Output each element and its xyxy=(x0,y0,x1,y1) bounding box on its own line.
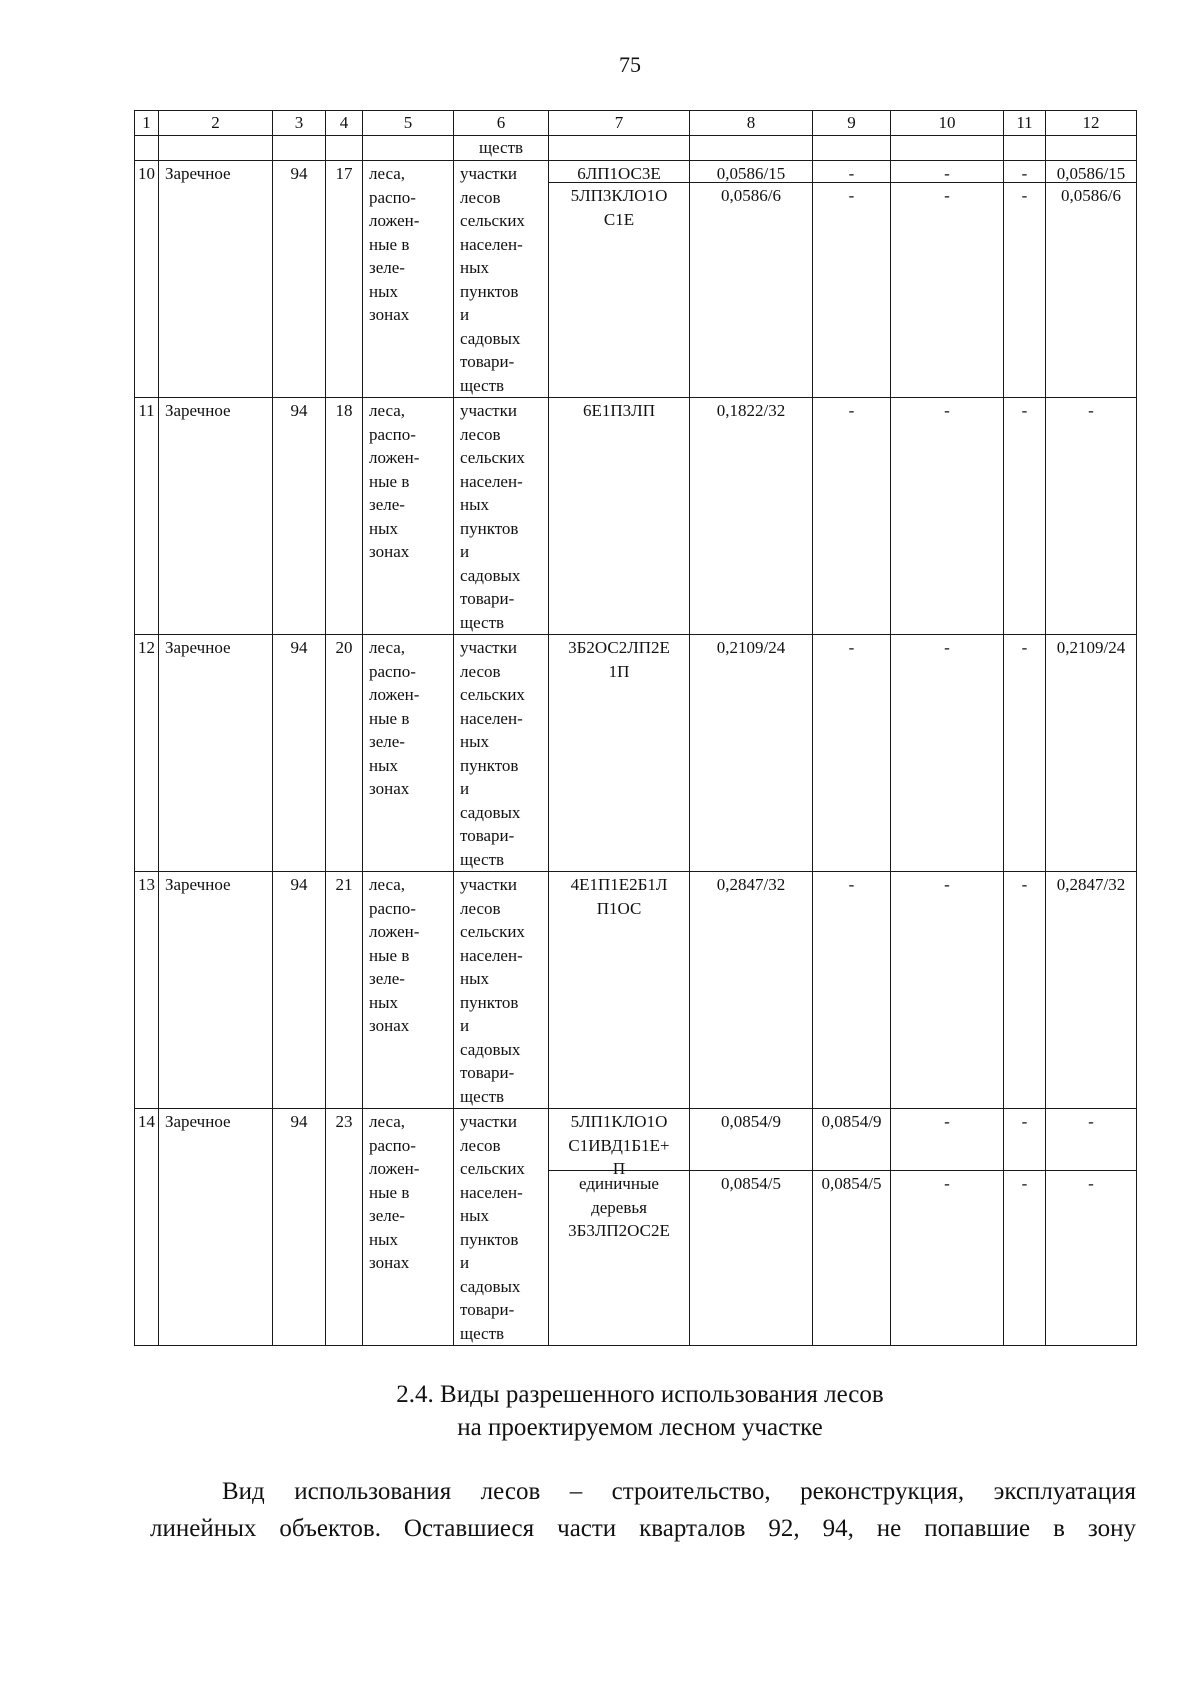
category-line: ложен- xyxy=(369,685,420,704)
body-line: линейных объектов. Оставшиеся части кварталов 92, 94, не попавшие в зону xyxy=(150,1515,1136,1542)
type-line: пунктов xyxy=(460,518,519,538)
composition-line: 6Е1П3ЛП xyxy=(583,401,655,420)
value-text: - xyxy=(848,875,855,894)
composition-line: П1ОС xyxy=(596,898,642,918)
area-cell xyxy=(690,1109,813,1346)
type-line: пунктов xyxy=(460,992,519,1012)
composition-cell xyxy=(549,872,690,1109)
value-cell-9 xyxy=(813,872,891,1109)
type-line: участки xyxy=(460,875,517,894)
value-text: 0,2109/24 xyxy=(1056,638,1126,657)
subrow-part xyxy=(690,1171,812,1196)
forest-category-cell xyxy=(363,635,454,872)
empty-cell xyxy=(159,136,273,161)
category-line: зонах xyxy=(369,1253,410,1272)
row-number-cell: 13 xyxy=(135,872,159,1109)
type-line: товари- xyxy=(460,1063,515,1082)
forest-category-cell xyxy=(363,872,454,1109)
subrow-part xyxy=(549,1171,689,1243)
type-line: садовых xyxy=(460,802,521,822)
column-number-cell: 7 xyxy=(549,111,690,136)
type-line: сельских xyxy=(460,685,525,704)
composition-line: С1ИВД1Б1Е+ xyxy=(568,1135,670,1155)
value-cell-11 xyxy=(1004,872,1046,1109)
value-text: - xyxy=(944,1112,950,1131)
value-cell-11 xyxy=(1004,1109,1046,1346)
value-text: 0,2847/32 xyxy=(1056,875,1126,894)
value-cell-10 xyxy=(891,161,1004,398)
table-body xyxy=(135,111,1137,1346)
empty-cell xyxy=(363,136,454,161)
composition-cell xyxy=(549,635,690,872)
forest-type-cell xyxy=(454,1109,549,1346)
subrow-part xyxy=(1046,1109,1136,1171)
subrow-part xyxy=(690,183,812,208)
empty-cell xyxy=(549,136,690,161)
type-line: садовых xyxy=(460,1039,521,1059)
value-text: 0,0586/6 xyxy=(1061,186,1121,205)
row-number-cell: 11 xyxy=(135,398,159,635)
column-number-cell: 12 xyxy=(1046,111,1137,136)
value-text: 0,0586/6 xyxy=(721,186,781,205)
type-line: населен- xyxy=(460,708,523,728)
subrow-part xyxy=(1046,1171,1136,1196)
column-number-cell: 10 xyxy=(891,111,1004,136)
type-line: населен- xyxy=(460,945,523,965)
value-cell-10 xyxy=(891,1109,1004,1346)
category-line: распо- xyxy=(369,661,416,681)
table-row xyxy=(135,635,1137,872)
type-line: населен- xyxy=(460,234,523,254)
forest-category-cell xyxy=(363,398,454,635)
type-line: лесов xyxy=(460,898,501,918)
category-line: ложен- xyxy=(369,1159,420,1178)
category-line: ложен- xyxy=(369,448,420,467)
subrow-part xyxy=(549,183,689,231)
subcompartment-cell: 21 xyxy=(326,872,363,1109)
subrow-part xyxy=(813,183,890,208)
category-line: ные в xyxy=(369,708,410,728)
type-line: ществ xyxy=(460,1323,505,1343)
type-line: участки xyxy=(460,164,517,183)
category-line: ные в xyxy=(369,234,410,254)
subrow-part xyxy=(891,1171,1003,1196)
type-line: населен- xyxy=(460,471,523,491)
composition-line: П xyxy=(612,1159,626,1178)
composition-cell xyxy=(549,398,690,635)
type-line: садовых xyxy=(460,1276,521,1296)
column-number-row xyxy=(135,111,1137,136)
category-line: ных xyxy=(369,1229,399,1249)
type-line: ных xyxy=(460,495,490,514)
value-text: - xyxy=(848,186,855,205)
category-line: распо- xyxy=(369,187,416,207)
forest-type-cell xyxy=(454,872,549,1109)
category-line: ных xyxy=(369,992,399,1012)
category-line: распо- xyxy=(369,1135,416,1155)
quarter-cell: 94 xyxy=(273,398,326,635)
forestry-name-cell: Заречное xyxy=(159,872,273,1109)
subrow-part xyxy=(1004,183,1045,208)
body-paragraph xyxy=(150,1473,1136,1547)
area-cell xyxy=(690,872,813,1109)
row-number-cell: 10 xyxy=(135,161,159,398)
value-text: - xyxy=(848,638,855,657)
value-text: - xyxy=(944,401,950,420)
row-number-cell: 12 xyxy=(135,635,159,872)
forest-category-cell xyxy=(363,1109,454,1346)
empty-cell xyxy=(813,136,891,161)
column-number-cell: 6 xyxy=(454,111,549,136)
category-line: ные в xyxy=(369,1182,410,1202)
category-line: зеле- xyxy=(369,732,405,751)
type-line: лесов xyxy=(460,424,501,444)
subrow-part xyxy=(891,161,1003,183)
value-cell-9 xyxy=(813,635,891,872)
forestry-name-cell: Заречное xyxy=(159,1109,273,1346)
body-line: Вид использования лесов – строительство, реконструкция, эксплуатация xyxy=(222,1478,1136,1505)
type-line: садовых xyxy=(460,565,521,585)
value-text: 0,1822/32 xyxy=(716,401,786,420)
type-line: лесов xyxy=(460,187,501,207)
forest-category-cell xyxy=(363,161,454,398)
category-line: распо- xyxy=(369,424,416,444)
subrow-part xyxy=(891,183,1003,208)
subrow-part xyxy=(549,1109,689,1178)
subcompartment-cell: 18 xyxy=(326,398,363,635)
category-line: зеле- xyxy=(369,1206,405,1225)
forestry-name-cell: Заречное xyxy=(159,161,273,398)
empty-cell xyxy=(1004,136,1046,161)
category-line: ных xyxy=(369,518,399,538)
category-line: зеле- xyxy=(369,258,405,277)
composition-line: 5ЛП3КЛО1О xyxy=(570,186,668,205)
type-line: и xyxy=(460,1016,470,1035)
value-text: 0,0586/15 xyxy=(716,164,786,183)
value-text: - xyxy=(848,401,855,420)
value-text: - xyxy=(944,638,950,657)
category-line: зеле- xyxy=(369,969,405,988)
row-number-cell: 14 xyxy=(135,1109,159,1346)
type-line: ных xyxy=(460,1206,490,1225)
forest-type-cell xyxy=(454,635,549,872)
subrow-part xyxy=(1046,161,1136,183)
value-text: 0,0854/5 xyxy=(721,1174,781,1193)
subrow-part xyxy=(1046,183,1136,208)
type-line: ных xyxy=(460,732,490,751)
value-text: - xyxy=(848,164,855,183)
column-number-cell: 5 xyxy=(363,111,454,136)
value-text: 0,0854/9 xyxy=(821,1112,882,1131)
composition-line: деревья xyxy=(591,1197,647,1217)
composition-line: 4Е1П1Е2Б1Л xyxy=(570,875,668,894)
column-number-cell: 9 xyxy=(813,111,891,136)
area-cell xyxy=(690,161,813,398)
subrow-part xyxy=(690,1109,812,1171)
category-line: леса, xyxy=(369,164,406,183)
column-number-cell: 2 xyxy=(159,111,273,136)
subcompartment-cell: 20 xyxy=(326,635,363,872)
type-line: и xyxy=(460,542,470,561)
continuation-cell: ществ xyxy=(454,136,549,161)
type-line: лесов xyxy=(460,661,501,681)
value-cell-9 xyxy=(813,1109,891,1346)
forestry-name-cell: Заречное xyxy=(159,398,273,635)
category-line: леса, xyxy=(369,638,406,657)
type-line: товари- xyxy=(460,352,515,371)
type-line: садовых xyxy=(460,328,521,348)
table-row xyxy=(135,1109,1137,1346)
subrow-part xyxy=(549,161,689,183)
value-text: - xyxy=(1088,1112,1094,1131)
value-text: 0,0854/5 xyxy=(821,1174,882,1193)
value-text: - xyxy=(1021,164,1028,183)
section-heading-line: 2.4. Виды разрешенного использования лесов xyxy=(396,1381,884,1408)
type-line: сельских xyxy=(460,448,525,467)
type-line: сельских xyxy=(460,211,525,230)
composition-line: 5ЛП1КЛО1О xyxy=(570,1112,668,1131)
type-line: ществ xyxy=(460,375,505,395)
table-row xyxy=(135,398,1137,635)
composition-line: 3Б3ЛП2ОС2Е xyxy=(568,1221,670,1240)
type-line: товари- xyxy=(460,1300,515,1319)
value-text: - xyxy=(1021,401,1028,420)
forest-type-cell xyxy=(454,161,549,398)
value-cell-12 xyxy=(1046,872,1137,1109)
subrow-part xyxy=(1004,161,1045,183)
value-cell-9 xyxy=(813,161,891,398)
type-line: ществ xyxy=(460,849,505,869)
type-line: участки xyxy=(460,1112,517,1131)
value-text: - xyxy=(1021,1174,1028,1193)
composition-line: 3Б2ОС2ЛП2Е xyxy=(568,638,670,657)
value-text: - xyxy=(1088,401,1094,420)
value-cell-12 xyxy=(1046,161,1137,398)
type-line: пунктов xyxy=(460,281,519,301)
type-line: участки xyxy=(460,401,517,420)
type-line: и xyxy=(460,1253,470,1272)
value-cell-11 xyxy=(1004,398,1046,635)
category-line: ные в xyxy=(369,471,410,491)
composition-line: 1П xyxy=(608,661,630,681)
subcompartment-cell: 17 xyxy=(326,161,363,398)
subrow-part xyxy=(813,1109,890,1171)
subrow-part xyxy=(1004,1109,1045,1171)
composition-line: С1Е xyxy=(603,209,635,229)
column-number-cell: 8 xyxy=(690,111,813,136)
category-line: леса, xyxy=(369,875,406,894)
type-line: пунктов xyxy=(460,755,519,775)
type-line: ществ xyxy=(460,1086,505,1106)
category-line: зеле- xyxy=(369,495,405,514)
value-text: - xyxy=(1021,186,1028,205)
type-line: участки xyxy=(460,638,517,657)
forest-type-cell xyxy=(454,398,549,635)
subrow-part xyxy=(1004,1171,1045,1196)
value-cell-10 xyxy=(891,398,1004,635)
type-line: ных xyxy=(460,258,490,277)
column-number-cell: 11 xyxy=(1004,111,1046,136)
type-line: ных xyxy=(460,969,490,988)
quarter-cell: 94 xyxy=(273,161,326,398)
area-cell xyxy=(690,635,813,872)
type-line: и xyxy=(460,779,470,798)
forest-plots-table xyxy=(134,110,1137,1346)
type-line: населен- xyxy=(460,1182,523,1202)
section-heading xyxy=(0,1378,1200,1444)
value-cell-9 xyxy=(813,398,891,635)
column-number-cell: 4 xyxy=(326,111,363,136)
empty-cell xyxy=(135,136,159,161)
value-text: - xyxy=(944,1174,950,1193)
value-text: - xyxy=(1021,1112,1028,1131)
value-cell-11 xyxy=(1004,161,1046,398)
type-line: сельских xyxy=(460,922,525,941)
value-text: - xyxy=(944,875,950,894)
value-text: - xyxy=(1088,1174,1094,1193)
value-cell-10 xyxy=(891,635,1004,872)
subrow-part xyxy=(813,1171,890,1196)
composition-cell xyxy=(549,161,690,398)
category-line: ных xyxy=(369,281,399,301)
category-line: зонах xyxy=(369,779,410,798)
value-text: - xyxy=(1021,638,1028,657)
category-line: зонах xyxy=(369,305,410,324)
empty-cell xyxy=(273,136,326,161)
category-line: ложен- xyxy=(369,211,420,230)
section-heading-line: на проектируемом лесном участке xyxy=(457,1414,823,1441)
subcompartment-cell: 23 xyxy=(326,1109,363,1346)
category-line: зонах xyxy=(369,542,410,561)
type-line: товари- xyxy=(460,826,515,845)
subrow-part xyxy=(690,161,812,183)
category-line: зонах xyxy=(369,1016,410,1035)
value-text: 0,2847/32 xyxy=(716,875,786,894)
value-text: 0,2109/24 xyxy=(716,638,786,657)
value-cell-11 xyxy=(1004,635,1046,872)
category-line: ных xyxy=(369,755,399,775)
value-text: - xyxy=(944,186,950,205)
forestry-name-cell: Заречное xyxy=(159,635,273,872)
value-cell-12 xyxy=(1046,1109,1137,1346)
value-cell-10 xyxy=(891,872,1004,1109)
value-text: - xyxy=(944,164,950,183)
column-number-cell: 3 xyxy=(273,111,326,136)
column-number-cell: 1 xyxy=(135,111,159,136)
type-line: товари- xyxy=(460,589,515,608)
quarter-cell: 94 xyxy=(273,635,326,872)
continuation-row xyxy=(135,136,1137,161)
composition-line: 6ЛП1ОС3Е xyxy=(577,164,661,183)
composition-cell xyxy=(549,1109,690,1346)
page-number: 75 xyxy=(619,52,641,77)
quarter-cell: 94 xyxy=(273,872,326,1109)
value-cell-12 xyxy=(1046,398,1137,635)
composition-line: единичные xyxy=(579,1174,659,1193)
value-text: 0,0854/9 xyxy=(721,1112,781,1131)
value-cell-12 xyxy=(1046,635,1137,872)
table-row xyxy=(135,872,1137,1109)
category-line: ложен- xyxy=(369,922,420,941)
empty-cell xyxy=(326,136,363,161)
quarter-cell: 94 xyxy=(273,1109,326,1346)
empty-cell xyxy=(891,136,1004,161)
category-line: леса, xyxy=(369,1112,406,1131)
type-line: сельских xyxy=(460,1159,525,1178)
category-line: ные в xyxy=(369,945,410,965)
type-line: лесов xyxy=(460,1135,501,1155)
empty-cell xyxy=(690,136,813,161)
value-text: - xyxy=(1021,875,1028,894)
category-line: распо- xyxy=(369,898,416,918)
type-line: и xyxy=(460,305,470,324)
value-text: 0,0586/15 xyxy=(1056,164,1126,183)
empty-cell xyxy=(1046,136,1137,161)
subrow-part xyxy=(813,161,890,183)
area-cell xyxy=(690,398,813,635)
table-row xyxy=(135,161,1137,398)
type-line: ществ xyxy=(460,612,505,632)
category-line: леса, xyxy=(369,401,406,420)
type-line: пунктов xyxy=(460,1229,519,1249)
subrow-part xyxy=(891,1109,1003,1171)
